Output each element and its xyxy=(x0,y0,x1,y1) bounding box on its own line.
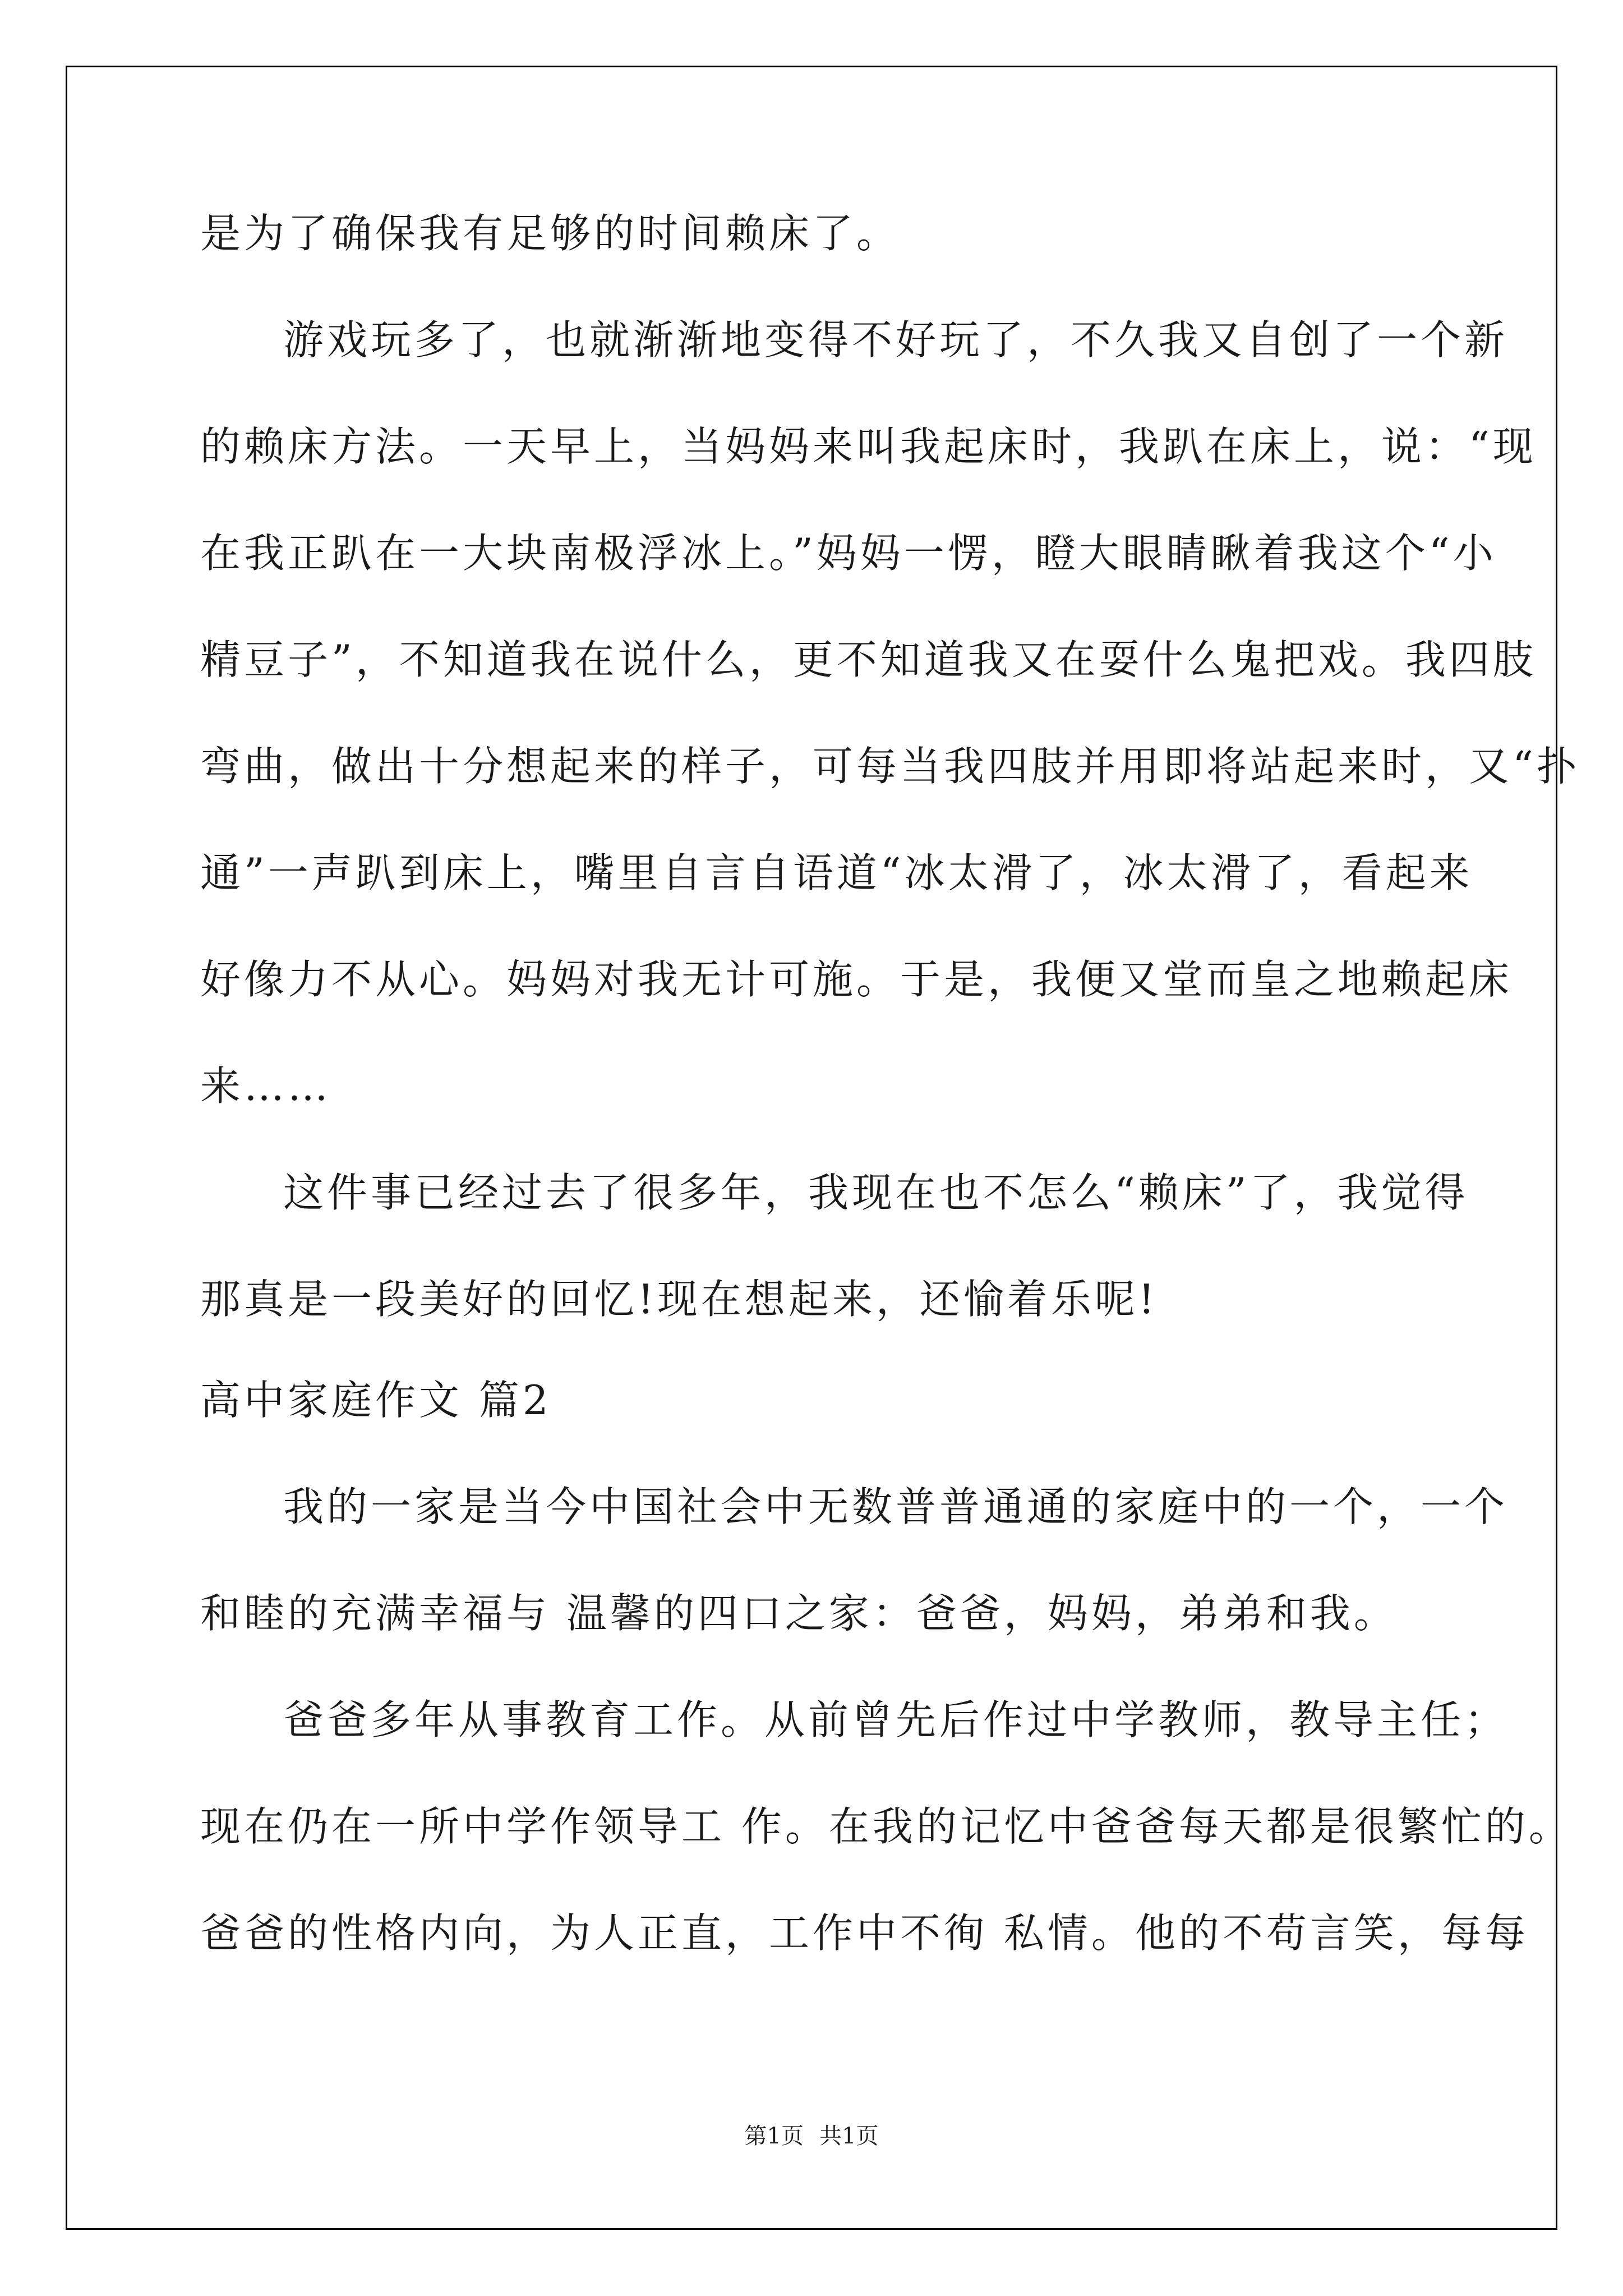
text-line: 来…… xyxy=(200,1062,332,1110)
text-line: 精豆子”，不知道我在说什么，更不知道我又在耍什么鬼把戏。我四肢 xyxy=(200,636,1537,683)
text-line: 通”一声趴到床上，嘴里自言自语道“冰太滑了，冰太滑了，看起来 xyxy=(200,849,1473,896)
text-line: 好像力不从心。妈妈对我无计可施。于是，我便又堂而皇之地赖起床 xyxy=(200,956,1513,1003)
page-border xyxy=(66,66,1557,2230)
text-line: 弯曲，做出十分想起来的样子，可每当我四肢并用即将站起来时，又“扑 xyxy=(200,743,1580,790)
page-footer xyxy=(0,2125,1623,2147)
text-line: 的赖床方法。一天早上，当妈妈来叫我起床时，我趴在床上，说：“现 xyxy=(200,423,1537,470)
text-line: 那真是一段美好的回忆!现在想起来，还愉着乐呢! xyxy=(200,1276,1158,1323)
text-line: 是为了确保我有足够的时间赖床了。 xyxy=(200,210,901,257)
paragraph-start: 我的一家是当今中国社会中无数普普通通的家庭中的一个，一个 xyxy=(283,1483,1509,1530)
text-line: 在我正趴在一大块南极浮冰上。”妈妈一愣，瞪大眼睛瞅着我这个“小 xyxy=(200,530,1497,577)
text-line: 和睦的充满幸福与 温馨的四口之家：爸爸，妈妈，弟弟和我。 xyxy=(200,1590,1398,1637)
paragraph-start: 这件事已经过去了很多年，我现在也不怎么“赖床”了，我觉得 xyxy=(283,1169,1469,1216)
section-heading: 高中家庭作文 篇2 xyxy=(200,1377,552,1424)
text-line: 现在仍在一所中学作领导工 作。在我的记忆中爸爸每天都是很繁忙的。 xyxy=(200,1803,1573,1850)
page-number: 第1页 xyxy=(744,2123,804,2149)
paragraph-start: 游戏玩多了，也就渐渐地变得不好玩了，不久我又自创了一个新 xyxy=(283,316,1509,364)
text-line: 爸爸的性格内向，为人正直，工作中不徇 私情。他的不苟言笑，每每 xyxy=(200,1910,1529,1957)
paragraph-start: 爸爸多年从事教育工作。从前曾先后作过中学教师，教导主任； xyxy=(283,1696,1509,1743)
page-total: 共1页 xyxy=(819,2123,879,2149)
